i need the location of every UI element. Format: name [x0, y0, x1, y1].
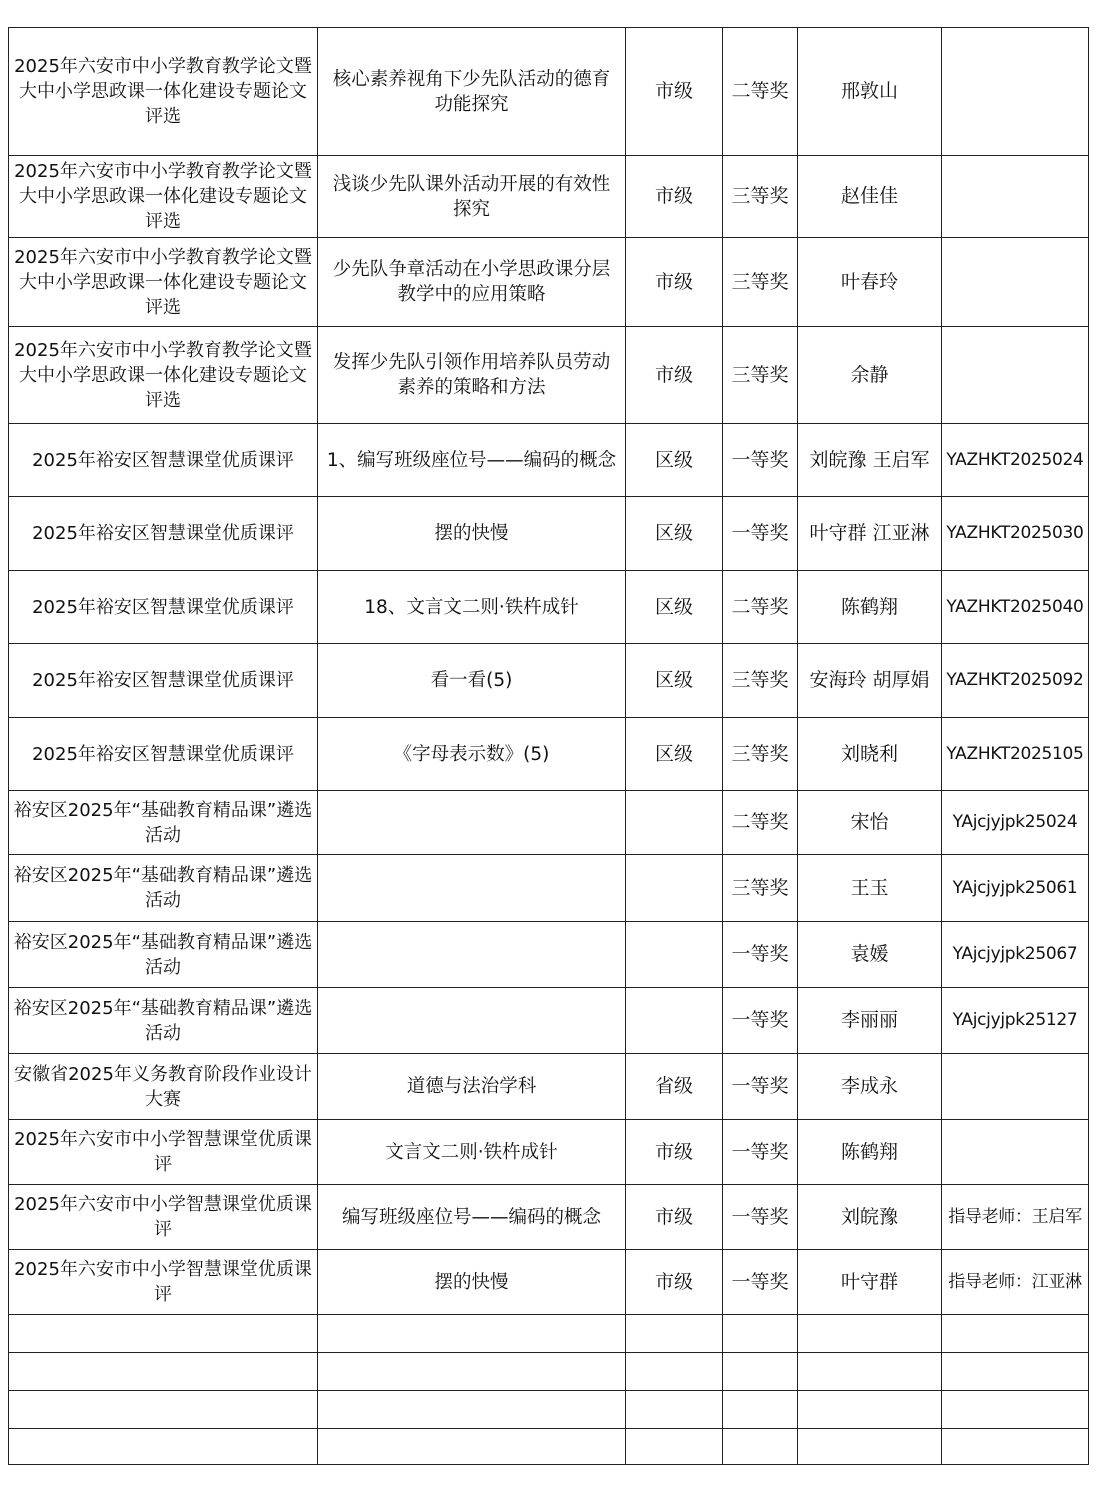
winner-cell: 宋怡 [798, 791, 942, 855]
award-level-cell [626, 1429, 723, 1465]
table-row [9, 156, 1089, 238]
prize-cell: 一等奖 [723, 1185, 798, 1250]
winner-cell: 余静 [798, 327, 942, 424]
work-title-cell [318, 1391, 626, 1429]
work-title-cell: 浅谈少先队课外活动开展的有效性探究 [318, 156, 626, 238]
table-row [9, 238, 1089, 327]
table-row [9, 1315, 1089, 1353]
certificate-number-cell: YAjcjyjpk25061 [942, 855, 1089, 922]
award-level-cell: 区级 [626, 571, 723, 644]
winner-cell: 叶春玲 [798, 238, 942, 327]
winner-cell: 刘晓利 [798, 718, 942, 791]
competition-name-cell: 2025年六安市中小学教育教学论文暨大中小学思政课一体化建设专题论文评选 [9, 238, 318, 327]
work-title-cell [318, 791, 626, 855]
work-title-cell [318, 922, 626, 988]
certificate-number-cell: YAZHKT2025024 [942, 424, 1089, 497]
work-title-cell: 18、文言文二则·铁杵成针 [318, 571, 626, 644]
table-row [9, 497, 1089, 571]
work-title-cell: 发挥少先队引领作用培养队员劳动素养的策略和方法 [318, 327, 626, 424]
winner-cell: 安海玲 胡厚娟 [798, 644, 942, 718]
table-row [9, 791, 1089, 855]
certificate-number-cell: YAZHKT2025030 [942, 497, 1089, 571]
work-title-cell: 少先队争章活动在小学思政课分层教学中的应用策略 [318, 238, 626, 327]
prize-cell: 三等奖 [723, 156, 798, 238]
competition-name-cell: 2025年裕安区智慧课堂优质课评 [9, 497, 318, 571]
certificate-number-cell [942, 1391, 1089, 1429]
certificate-number-cell: YAZHKT2025040 [942, 571, 1089, 644]
award-level-cell [626, 1315, 723, 1353]
prize-cell: 三等奖 [723, 718, 798, 791]
prize-cell: 二等奖 [723, 791, 798, 855]
prize-cell [723, 1391, 798, 1429]
competition-name-cell: 2025年六安市中小学教育教学论文暨大中小学思政课一体化建设专题论文评选 [9, 156, 318, 238]
work-title-cell: 《字母表示数》(5) [318, 718, 626, 791]
table-row [9, 1120, 1089, 1185]
certificate-number-cell [942, 1429, 1089, 1465]
competition-name-cell: 2025年六安市中小学教育教学论文暨大中小学思政课一体化建设专题论文评选 [9, 28, 318, 156]
certificate-number-cell [942, 1054, 1089, 1120]
table-row [9, 1250, 1089, 1315]
prize-cell: 二等奖 [723, 571, 798, 644]
winner-cell: 李成永 [798, 1054, 942, 1120]
winner-cell: 叶守群 江亚淋 [798, 497, 942, 571]
certificate-number-cell [942, 1120, 1089, 1185]
work-title-cell [318, 1315, 626, 1353]
prize-cell [723, 1315, 798, 1353]
competition-name-cell [9, 1391, 318, 1429]
winner-cell [798, 1391, 942, 1429]
prize-cell: 二等奖 [723, 28, 798, 156]
certificate-number-cell: YAZHKT2025105 [942, 718, 1089, 791]
prize-cell: 一等奖 [723, 1054, 798, 1120]
award-level-cell: 区级 [626, 424, 723, 497]
certificate-number-cell: YAjcjyjpk25127 [942, 988, 1089, 1054]
award-level-cell [626, 791, 723, 855]
prize-cell: 一等奖 [723, 922, 798, 988]
work-title-cell [318, 1353, 626, 1391]
competition-name-cell: 2025年六安市中小学智慧课堂优质课评 [9, 1250, 318, 1315]
award-level-cell: 市级 [626, 238, 723, 327]
table-row [9, 644, 1089, 718]
certificate-number-cell [942, 1353, 1089, 1391]
competition-name-cell: 2025年裕安区智慧课堂优质课评 [9, 571, 318, 644]
award-level-cell: 市级 [626, 327, 723, 424]
table-row [9, 424, 1089, 497]
table-row [9, 855, 1089, 922]
table-row [9, 28, 1089, 156]
competition-name-cell: 2025年裕安区智慧课堂优质课评 [9, 644, 318, 718]
award-table-body [9, 28, 1089, 1465]
certificate-number-cell: YAZHKT2025092 [942, 644, 1089, 718]
work-title-cell: 核心素养视角下少先队活动的德育功能探究 [318, 28, 626, 156]
award-level-cell [626, 1391, 723, 1429]
work-title-cell: 1、编写班级座位号——编码的概念 [318, 424, 626, 497]
award-table [8, 27, 1089, 1465]
table-row [9, 327, 1089, 424]
work-title-cell [318, 988, 626, 1054]
competition-name-cell: 裕安区2025年“基础教育精品课”遴选活动 [9, 855, 318, 922]
competition-name-cell: 2025年六安市中小学智慧课堂优质课评 [9, 1120, 318, 1185]
award-level-cell: 省级 [626, 1054, 723, 1120]
table-row [9, 571, 1089, 644]
table-row [9, 1429, 1089, 1465]
certificate-number-cell: YAjcjyjpk25067 [942, 922, 1089, 988]
certificate-number-cell: 指导老师：江亚淋 [942, 1250, 1089, 1315]
table-row [9, 718, 1089, 791]
award-level-cell: 市级 [626, 1185, 723, 1250]
prize-cell: 一等奖 [723, 988, 798, 1054]
certificate-number-cell [942, 327, 1089, 424]
award-level-cell: 区级 [626, 718, 723, 791]
competition-name-cell: 2025年六安市中小学教育教学论文暨大中小学思政课一体化建设专题论文评选 [9, 327, 318, 424]
winner-cell: 王玉 [798, 855, 942, 922]
prize-cell: 一等奖 [723, 497, 798, 571]
award-level-cell: 市级 [626, 1250, 723, 1315]
table-row [9, 1054, 1089, 1120]
work-title-cell [318, 855, 626, 922]
winner-cell [798, 1353, 942, 1391]
work-title-cell: 摆的快慢 [318, 1250, 626, 1315]
competition-name-cell: 裕安区2025年“基础教育精品课”遴选活动 [9, 922, 318, 988]
competition-name-cell: 2025年裕安区智慧课堂优质课评 [9, 718, 318, 791]
winner-cell: 李丽丽 [798, 988, 942, 1054]
table-row [9, 922, 1089, 988]
competition-name-cell [9, 1315, 318, 1353]
competition-name-cell [9, 1429, 318, 1465]
award-level-cell [626, 988, 723, 1054]
certificate-number-cell [942, 28, 1089, 156]
competition-name-cell: 安徽省2025年义务教育阶段作业设计大赛 [9, 1054, 318, 1120]
winner-cell [798, 1315, 942, 1353]
winner-cell: 刘皖豫 [798, 1185, 942, 1250]
prize-cell: 一等奖 [723, 1120, 798, 1185]
certificate-number-cell: 指导老师：王启军 [942, 1185, 1089, 1250]
certificate-number-cell [942, 1315, 1089, 1353]
winner-cell: 陈鹤翔 [798, 571, 942, 644]
winner-cell: 叶守群 [798, 1250, 942, 1315]
competition-name-cell: 裕安区2025年“基础教育精品课”遴选活动 [9, 988, 318, 1054]
winner-cell [798, 1429, 942, 1465]
award-level-cell: 区级 [626, 497, 723, 571]
competition-name-cell: 2025年裕安区智慧课堂优质课评 [9, 424, 318, 497]
prize-cell [723, 1429, 798, 1465]
prize-cell: 三等奖 [723, 238, 798, 327]
winner-cell: 赵佳佳 [798, 156, 942, 238]
competition-name-cell: 裕安区2025年“基础教育精品课”遴选活动 [9, 791, 318, 855]
prize-cell: 三等奖 [723, 644, 798, 718]
winner-cell: 邢敦山 [798, 28, 942, 156]
table-row [9, 1353, 1089, 1391]
prize-cell [723, 1353, 798, 1391]
prize-cell: 一等奖 [723, 424, 798, 497]
certificate-number-cell [942, 156, 1089, 238]
award-level-cell: 市级 [626, 28, 723, 156]
certificate-number-cell [942, 238, 1089, 327]
work-title-cell [318, 1429, 626, 1465]
work-title-cell: 文言文二则·铁杵成针 [318, 1120, 626, 1185]
award-level-cell [626, 855, 723, 922]
prize-cell: 三等奖 [723, 855, 798, 922]
table-row [9, 988, 1089, 1054]
table-row [9, 1391, 1089, 1429]
work-title-cell: 摆的快慢 [318, 497, 626, 571]
winner-cell: 陈鹤翔 [798, 1120, 942, 1185]
work-title-cell: 看一看(5) [318, 644, 626, 718]
prize-cell: 一等奖 [723, 1250, 798, 1315]
award-level-cell: 区级 [626, 644, 723, 718]
certificate-number-cell: YAjcjyjpk25024 [942, 791, 1089, 855]
competition-name-cell [9, 1353, 318, 1391]
winner-cell: 袁媛 [798, 922, 942, 988]
competition-name-cell: 2025年六安市中小学智慧课堂优质课评 [9, 1185, 318, 1250]
work-title-cell: 道德与法治学科 [318, 1054, 626, 1120]
award-level-cell: 市级 [626, 1120, 723, 1185]
work-title-cell: 编写班级座位号——编码的概念 [318, 1185, 626, 1250]
prize-cell: 三等奖 [723, 327, 798, 424]
table-row [9, 1185, 1089, 1250]
award-level-cell: 市级 [626, 156, 723, 238]
award-level-cell [626, 1353, 723, 1391]
award-level-cell [626, 922, 723, 988]
winner-cell: 刘皖豫 王启军 [798, 424, 942, 497]
